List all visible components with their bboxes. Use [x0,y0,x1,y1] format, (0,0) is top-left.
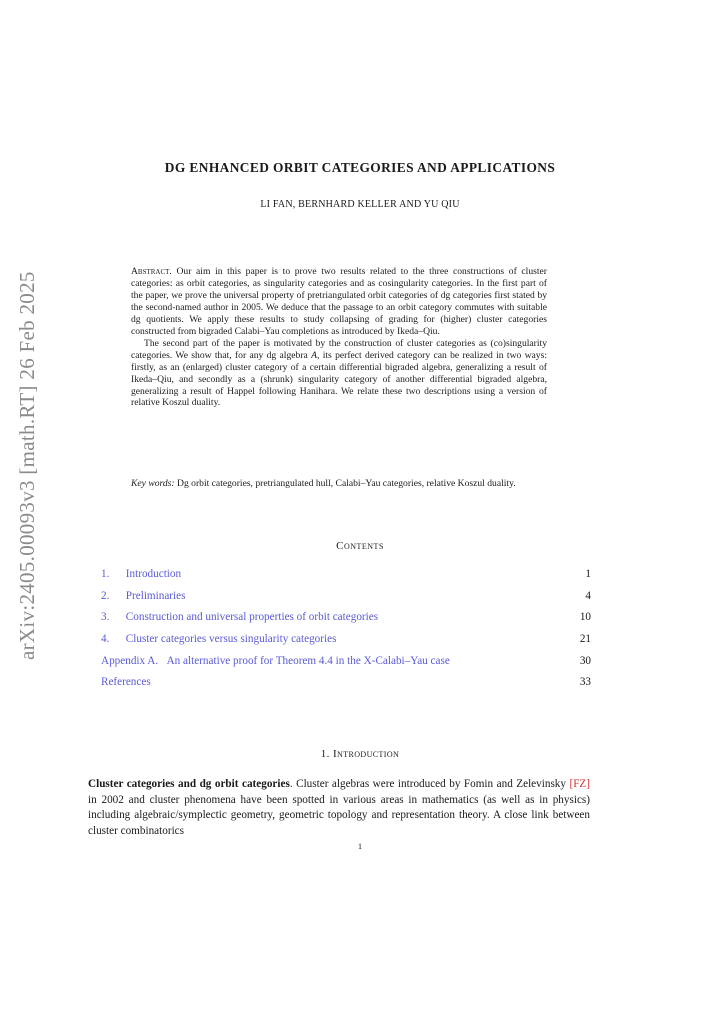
citation-link[interactable]: [FZ] [569,778,590,790]
abstract-variable: A [311,349,317,361]
contents-heading: Contents [336,540,384,552]
section-heading-introduction: 1. Introduction [320,748,400,760]
table-of-contents [101,568,591,698]
toc-item-page: 4 [585,589,591,602]
arxiv-side-stamp: arXiv:2405.00093v3 [math.RT] 26 Feb 2025 [15,271,39,660]
abstract-label: Abstract. [131,266,172,277]
toc-item-preliminaries[interactable] [101,590,591,612]
intro-text-2: in 2002 and cluster phenomena have been spotted in various areas in mathematics (as well as in physics) including algebraic/symplectic geometry, geometric topology and representation theory. A close link between cluster combinatorics [88,793,590,837]
toc-item-references[interactable] [101,676,591,698]
toc-item-number[interactable]: 4. [101,633,110,646]
toc-item-link[interactable]: Preliminaries [125,589,186,602]
abstract-paragraph-1 [131,266,547,338]
paper-title: DG ENHANCED ORBIT CATEGORIES AND APPLICATIONS [164,160,556,175]
toc-item-link[interactable]: Cluster categories versus singularity categories [125,633,337,646]
abstract-text-1: Our aim in this paper is to prove two results related to the three constructions of cluster categories: as orbit categories, as singularity categories and as cosingularity categories. In the first part of the paper, we prove the universal property of pretriangulated orbit categories of dg categories first stated by the second-named author in 2005. We deduce that the passage to an orbit category commutes with suitable dg quotients. We apply these results to study collapsing of grading for (higher) cluster categories constructed from bigraded Calabi–Yau completions as introduced by Ikeda–Qiu. [131,266,547,337]
toc-item-page: 1 [585,568,591,580]
toc-item-orbit-categories[interactable] [101,611,591,633]
intro-text-1: . Cluster algebras were introduced by Fomin and Zelevinsky [289,778,570,790]
toc-item-link[interactable]: References [101,676,151,689]
toc-item-appendix-a[interactable] [101,655,591,677]
page-number: 1 [357,841,363,851]
toc-item-introduction[interactable] [101,568,591,590]
toc-item-cluster-vs-singularity[interactable] [101,633,591,655]
abstract-text-2a: The second part of the paper is motivated by the construction of cluster categories as (co)singularity categories. We show that, for any dg algebra [131,337,547,361]
toc-item-link[interactable]: Construction and universal properties of orbit categories [125,611,379,624]
abstract-paragraph-2 [131,338,547,410]
toc-item-link[interactable]: An alternative proof for Theorem 4.4 in the X-Calabi–Yau case [166,654,450,667]
keywords [131,478,547,490]
toc-item-page: 10 [579,611,591,624]
abstract [131,266,547,409]
toc-item-number[interactable]: 1. [101,568,110,580]
abstract-text-2b: , its perfect derived category can be realized in two ways: firstly, as an (enlarged) cluster category of a certain differential bigraded algebra, generalizing a result of Ikeda–Qiu, and secondly as a (shrunk) singularity category of another differential bigraded algebra, generalizing a result of Happel following Hanihara. We relate these two descriptions using a version of relative Koszul duality. [131,349,548,409]
keywords-text: Dg orbit categories, pretriangulated hull, Calabi–Yau categories, relative Koszul duality. [177,478,516,489]
keywords-label: Key words: [131,478,175,489]
paragraph-lead: Cluster categories and dg orbit categories [88,778,290,790]
toc-item-number[interactable]: Appendix A. [101,654,159,667]
toc-item-page: 33 [579,676,591,689]
paper-authors: LI FAN, BERNHARD KELLER AND YU QIU [260,199,460,210]
toc-item-page: 30 [579,654,591,667]
toc-item-number[interactable]: 2. [101,589,110,602]
toc-item-page: 21 [579,633,591,646]
toc-item-link[interactable]: Introduction [125,568,182,580]
toc-item-number[interactable]: 3. [101,611,110,624]
intro-paragraph [88,777,590,839]
